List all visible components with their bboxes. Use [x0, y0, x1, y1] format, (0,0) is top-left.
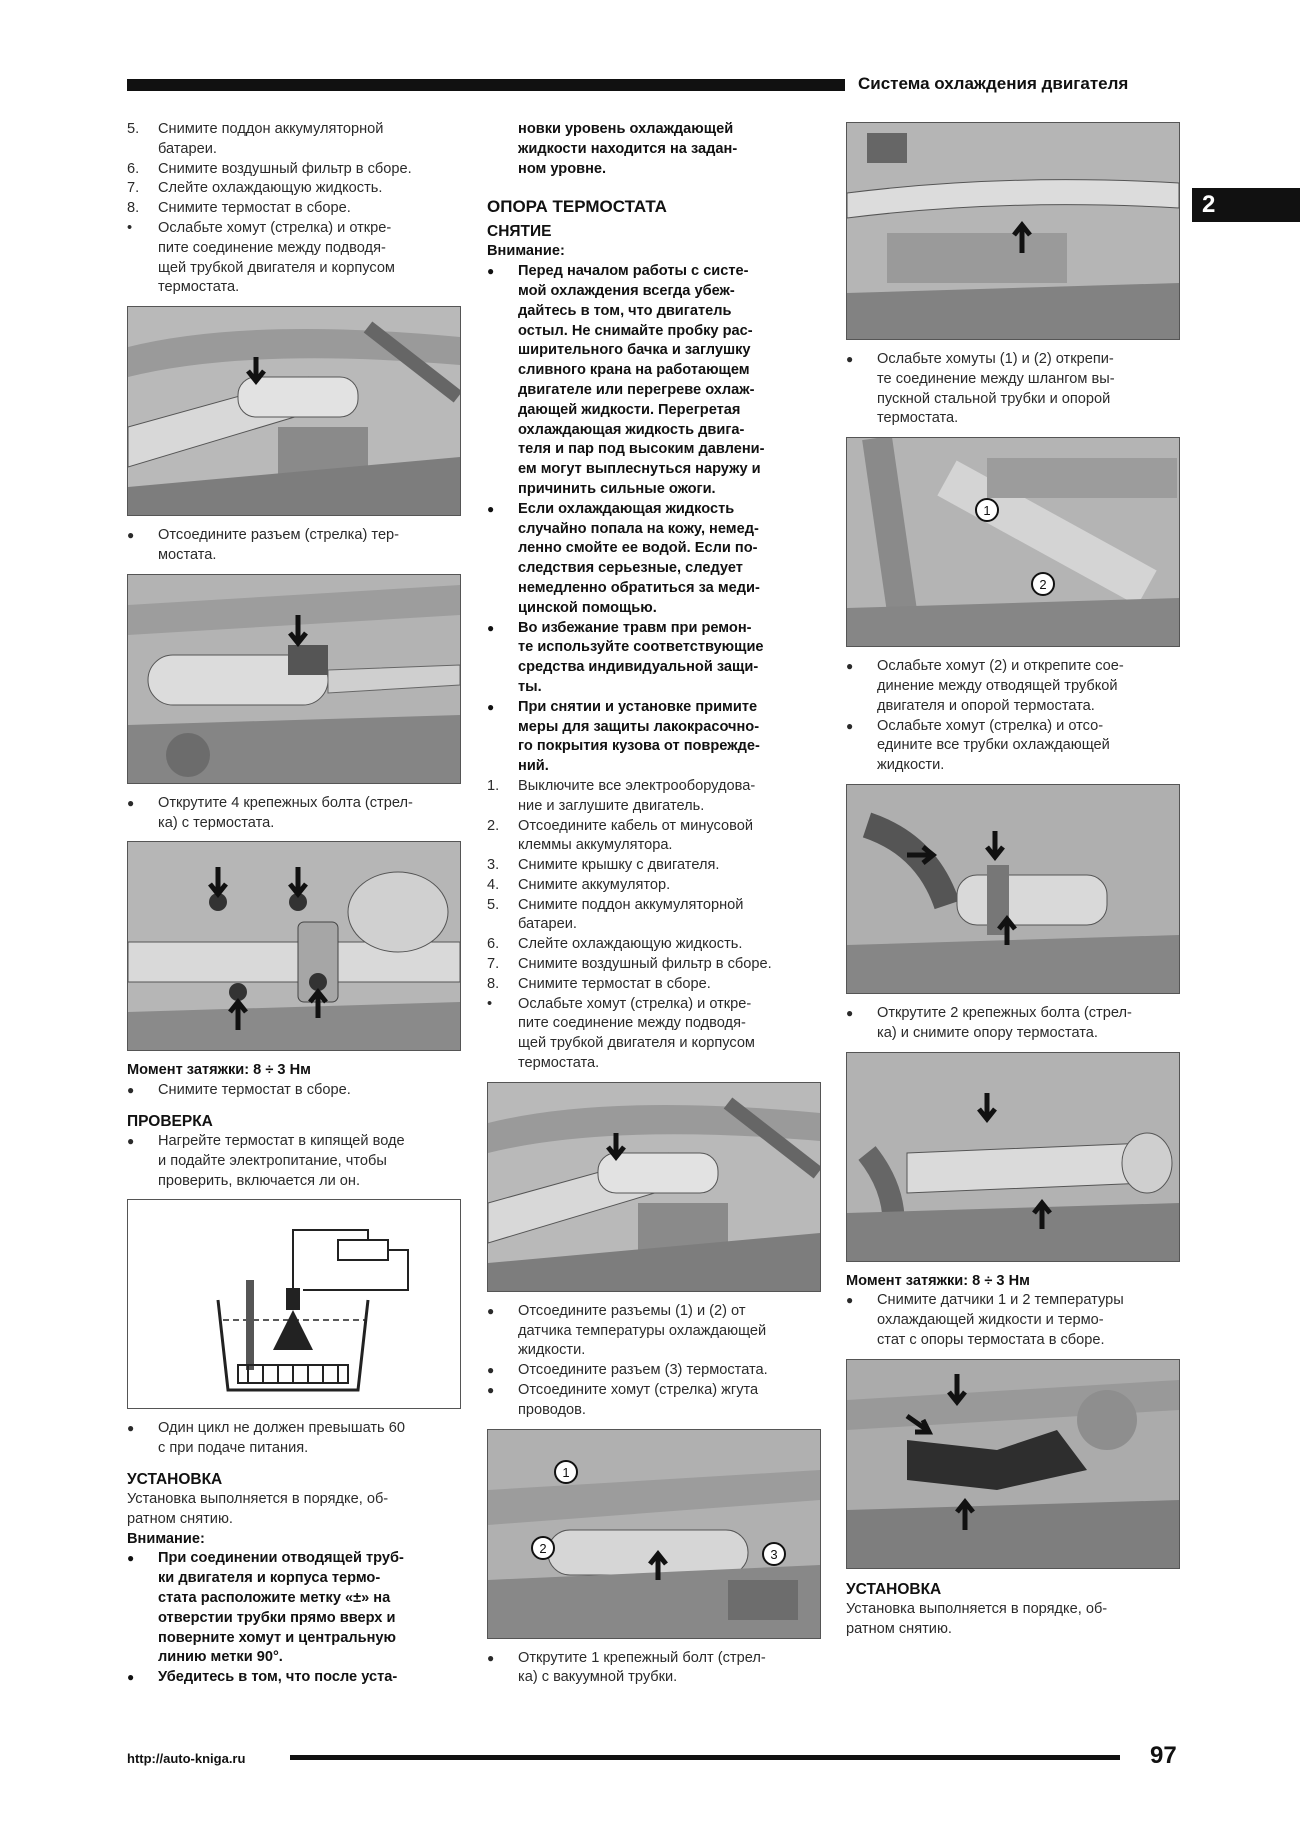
- list-item: линию метки 90°.: [158, 1649, 283, 1666]
- list-item: стата расположите метку «±» на: [158, 1589, 391, 1606]
- list-item: охлаждающая жидкость двига-: [518, 421, 745, 438]
- list-item: проверить, включается ли он.: [158, 1172, 361, 1189]
- list-item: средства индивидуальной защи-: [518, 659, 759, 676]
- list-item: 6. Слейте охлаждающую жидкость.: [487, 936, 743, 953]
- list-item: охлаждающей жидкости и термо-: [877, 1312, 1104, 1329]
- list-item: ты.: [518, 678, 542, 695]
- list-item: термостата.: [877, 410, 959, 427]
- list-item: ● Ослабьте хомут (2) и открепите сое-: [846, 657, 1180, 677]
- list-item: ● Ослабьте хомут (стрелка) и отсо-: [846, 717, 1180, 737]
- list-item: 8. Снимите термостат в сборе.: [487, 975, 711, 992]
- list-item: проводов.: [518, 1401, 586, 1418]
- list-item: 7. Слейте охлаждающую жидкость.: [127, 180, 383, 197]
- list-item: ка) с термостата.: [158, 814, 275, 831]
- column-3: [846, 122, 1180, 1639]
- footer-url[interactable]: http://auto-kniga.ru: [127, 1751, 246, 1766]
- engine-photo-vacuum-tube-bolt: [846, 122, 1180, 340]
- list-item: немедленно обратиться за меди-: [518, 579, 760, 596]
- attention-label: Внимание:: [127, 1530, 205, 1547]
- list-item: случайно попала на кожу, немед-: [518, 520, 759, 537]
- list-item: следствия серьезные, следует: [518, 560, 743, 577]
- thermostat-test-diagram: [127, 1199, 461, 1409]
- list-item: с при подаче питания.: [158, 1440, 309, 1457]
- list-item: мой охлаждения всегда убеж-: [518, 282, 735, 299]
- list-item: пускной стальной трубки и опорой: [877, 390, 1111, 407]
- list-item: ● Отсоедините разъем (3) термостата.: [487, 1361, 821, 1381]
- engine-photo-hose-clamp-2: [487, 1082, 821, 1292]
- section-heading-check: ПРОВЕРКА: [127, 1112, 213, 1130]
- list-item: щей трубкой двигателя и корпусом: [158, 259, 395, 276]
- list-item: динение между отводящей трубкой: [877, 677, 1118, 694]
- list-item: ний.: [518, 758, 549, 775]
- list-item: ленно смойте ее водой. Если по-: [518, 540, 758, 557]
- list-item: те соединение между шлангом вы-: [877, 370, 1115, 387]
- list-item: термостата.: [518, 1055, 600, 1072]
- footer-rule: [290, 1755, 1120, 1760]
- paragraph: ратном снятию.: [127, 1510, 233, 1527]
- torque-spec: Момент затяжки: 8 ÷ 3 Нм: [127, 1062, 311, 1079]
- list-item: батареи.: [518, 916, 577, 933]
- list-item: отверстии трубки прямо вверх и: [158, 1609, 396, 1626]
- list-item: ● Отсоедините хомут (стрелка) жгута: [487, 1381, 821, 1401]
- list-item: ● Перед началом работы с систе-: [487, 262, 821, 282]
- paragraph: Установка выполняется в порядке, об-: [127, 1490, 389, 1507]
- list-item: поверните хомут и центральную: [158, 1629, 396, 1646]
- section-heading-install: УСТАНОВКА: [846, 1580, 942, 1598]
- list-item: го покрытия кузова от поврежде-: [518, 738, 760, 755]
- engine-photo-hose-clamp: [127, 306, 461, 516]
- list-item: ка) и снимите опору термостата.: [877, 1024, 1098, 1041]
- list-item: ние и заглушите двигатель.: [518, 797, 705, 814]
- list-item: батареи.: [158, 140, 217, 157]
- list-item: те используйте соответствующие: [518, 639, 764, 656]
- list-item: ● Снимите датчики 1 и 2 температуры: [846, 1291, 1180, 1311]
- torque-spec: Момент затяжки: 8 ÷ 3 Нм: [846, 1272, 1030, 1289]
- list-item: сливного крана на работающем: [518, 362, 750, 379]
- list-item: ● Отсоедините разъем (стрелка) тер-: [127, 526, 461, 546]
- paragraph: ратном снятию.: [846, 1620, 952, 1637]
- list-item: ● При снятии и установке примите: [487, 698, 821, 718]
- list-item: ширительного бачка и заглушку: [518, 342, 751, 359]
- list-item: 6. Снимите воздушный фильтр в сборе.: [127, 160, 412, 177]
- list-item: ки двигателя и корпуса термо-: [158, 1570, 381, 1587]
- paragraph: Установка выполняется в порядке, об-: [846, 1600, 1108, 1617]
- list-item: жидкости.: [877, 757, 945, 774]
- list-item: ● Один цикл не должен превышать 60: [127, 1419, 461, 1439]
- column-1: [127, 120, 461, 1688]
- page-header-title: Система охлаждения двигателя: [858, 74, 1129, 93]
- list-item: меры для защиты лакокрасочно-: [518, 718, 760, 735]
- list-item: • Ослабьте хомут (стрелка) и откре-: [127, 219, 392, 236]
- section-tab: 2: [1192, 188, 1300, 222]
- engine-photo-connector: [127, 574, 461, 784]
- list-item: ка) с вакуумной трубки.: [518, 1669, 678, 1686]
- list-item: ● Если охлаждающая жидкость: [487, 500, 821, 520]
- attention-label: Внимание:: [487, 243, 565, 260]
- list-item: 5. Снимите поддон аккумуляторной: [127, 121, 384, 137]
- engine-photo-thermostat-support-bolts: [846, 1052, 1180, 1262]
- list-item: термостата.: [158, 279, 240, 296]
- list-item: причинить сильные ожоги.: [518, 480, 716, 497]
- list-item: жидкости находится на задан-: [518, 140, 738, 157]
- list-item: 8. Снимите термостат в сборе.: [127, 200, 351, 217]
- steps-list: [487, 777, 821, 1074]
- section-heading-thermostat-support: ОПОРА ТЕРМОСТАТА: [487, 197, 667, 217]
- list-item: дайтесь в том, что двигатель: [518, 302, 732, 319]
- list-item: мостата.: [158, 546, 217, 563]
- subheading-removal: СНЯТИЕ: [487, 223, 552, 241]
- page-number: 97: [1150, 1742, 1177, 1769]
- callout-1: 1: [562, 1464, 570, 1480]
- header-rule: [127, 79, 845, 91]
- list-item: 7. Снимите воздушный фильтр в сборе.: [487, 956, 772, 973]
- list-item: пите соединение между подводя-: [158, 239, 386, 256]
- section-heading-install: УСТАНОВКА: [127, 1470, 223, 1488]
- engine-photo-temperature-sensors: [846, 1359, 1180, 1569]
- callout-2: 2: [1039, 577, 1047, 593]
- list-item: ном уровне.: [518, 160, 607, 177]
- steps-list: [127, 120, 461, 298]
- callout-2: 2: [539, 1540, 547, 1556]
- list-item: датчика температуры охлаждающей: [518, 1322, 767, 1339]
- list-item: и подайте электропитание, чтобы: [158, 1152, 387, 1169]
- list-item: ● Открутите 1 крепежный болт (стрел-: [487, 1649, 821, 1669]
- list-item: новки уровень охлаждающей: [518, 121, 734, 137]
- list-item: 4. Снимите аккумулятор.: [487, 876, 671, 893]
- list-item: 5. Снимите поддон аккумуляторной: [487, 896, 744, 913]
- list-item: едините все трубки охлаждающей: [877, 737, 1110, 754]
- callout-1: 1: [983, 503, 991, 519]
- list-item: дающей жидкости. Перегретая: [518, 401, 741, 418]
- list-item: клеммы аккумулятора.: [518, 837, 673, 854]
- list-item: 2. Отсоедините кабель от минусовой: [487, 817, 753, 834]
- list-item: двигателе или перегреве охлаж-: [518, 381, 755, 398]
- list-item: ● Отсоедините разъемы (1) и (2) от: [487, 1302, 821, 1322]
- engine-photo-clamps-1-2: [846, 437, 1180, 647]
- list-item: ● Открутите 2 крепежных болта (стрел-: [846, 1004, 1180, 1024]
- list-item: ● Открутите 4 крепежных болта (стрел-: [127, 794, 461, 814]
- list-item: ● При соединении отводящей труб-: [127, 1549, 461, 1569]
- list-item: стат с опоры термостата в сборе.: [877, 1331, 1105, 1348]
- column-2: [487, 120, 821, 1688]
- callout-3: 3: [770, 1546, 778, 1562]
- list-item: пите соединение между подводя-: [518, 1015, 746, 1032]
- list-item: ем могут выплеснуться наружу и: [518, 461, 761, 478]
- list-item: остыл. Не снимайте пробку рас-: [518, 322, 753, 339]
- list-item: ● Убедитесь в том, что после уста-: [127, 1668, 461, 1688]
- engine-photo-coolant-tubes: [846, 784, 1180, 994]
- list-item: цинской помощью.: [518, 599, 657, 616]
- list-item: • Ослабьте хомут (стрелка) и откре-: [487, 995, 752, 1012]
- list-item: 3. Снимите крышку с двигателя.: [487, 857, 720, 874]
- list-item: ● Ослабьте хомуты (1) и (2) открепи-: [846, 350, 1180, 370]
- list-item: щей трубкой двигателя и корпусом: [518, 1035, 755, 1052]
- warning-list: [487, 262, 821, 777]
- list-item: 1. Выключите все электрооборудова-: [487, 777, 756, 794]
- list-item: ● Нагрейте термостат в кипящей воде: [127, 1132, 461, 1152]
- list-item: ● Во избежание травм при ремон-: [487, 619, 821, 639]
- list-item: двигателя и опорой термостата.: [877, 697, 1095, 714]
- list-item: ● Снимите термостат в сборе.: [127, 1081, 461, 1101]
- list-item: теля и пар под высоким давлени-: [518, 441, 765, 458]
- engine-photo-connectors-1-2-3: [487, 1429, 821, 1639]
- list-item: жидкости.: [518, 1342, 586, 1359]
- engine-photo-thermostat-bolts: [127, 841, 461, 1051]
